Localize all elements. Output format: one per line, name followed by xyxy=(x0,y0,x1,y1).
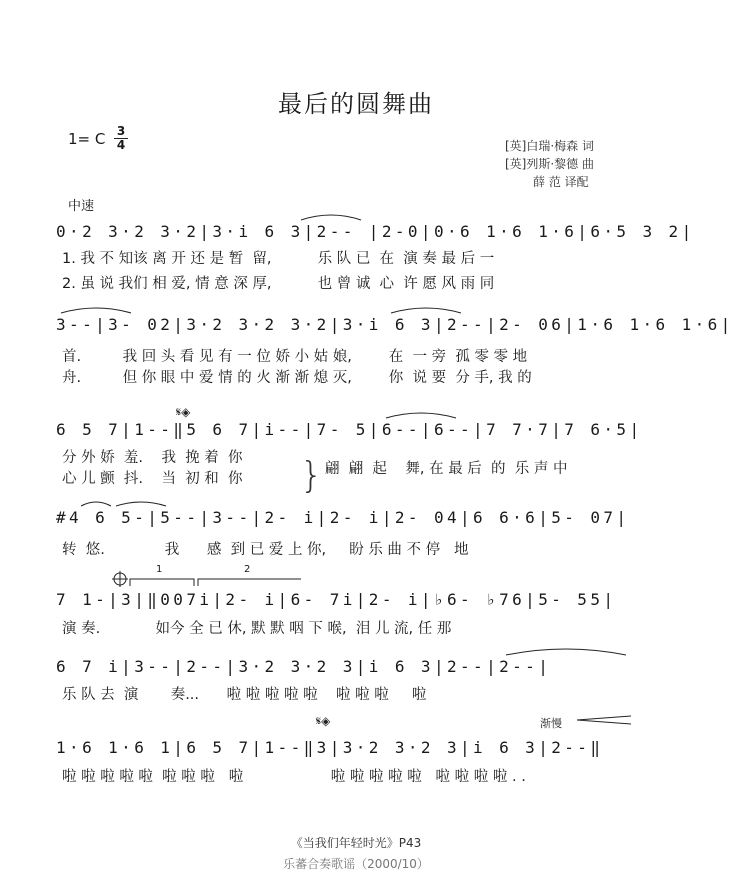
verse-brace: } xyxy=(300,455,323,496)
lyric-line-7: 啦 啦 啦 啦 啦 啦 啦 啦 啦 啦 啦 啦 啦 啦 啦 啦 啦 啦 . . xyxy=(62,769,526,785)
time-signature xyxy=(114,126,128,151)
segno-coda-marker-2: 𝄋◈ xyxy=(316,714,331,728)
source-reference: 《当我们年轻时光》P43 xyxy=(290,836,422,850)
time-signature-top: 3 xyxy=(116,124,126,138)
notes-line-1: 0·2 3·2 3·2|3·i 6 3|2-- |2-0|0·6 1·6 1·6|6·5 3 2| xyxy=(56,222,695,241)
music-line-3 xyxy=(56,420,648,444)
volta-2-label: 2 xyxy=(244,564,251,575)
notes-line-3: 6 5 7|1--‖5 6 7|i--|7- 5|6--|6--|7 7·7|7 6·5| xyxy=(56,420,643,439)
music-line-4 xyxy=(56,508,648,532)
segno-coda-marker-1: 𝄋◈ xyxy=(176,405,191,419)
notes-line-2: 3--|3- 02|3·2 3·2 3·2|3·i 6 3|2--|2- 06|1·6 1·6 1·6| xyxy=(56,315,734,334)
lyric-line-4: 转 悠. 我 感 到 已 爱 上 你, 盼 乐 曲 不 停 地 xyxy=(62,542,469,558)
lyric-line-5: 演 奏. 如今 全 已 休, 默 默 咽 下 喉, 泪 儿 流, 任 那 xyxy=(62,621,452,637)
time-signature-bottom: 4 xyxy=(116,138,126,152)
key-signature: 1= C xyxy=(68,130,106,148)
lyric-line-1-verse-2: 2. 虽 说 我们 相 爱, 情 意 深 厚, 也 曾 诚 心 许 愿 风 雨 同 xyxy=(62,276,495,292)
song-title: 最后的圆舞曲 xyxy=(278,90,434,118)
notes-line-7: 1·6 1·6 1|6 5 7|1--‖3|3·2 3·2 3|i 6 3|2--‖ xyxy=(56,738,604,757)
lyric-line-2-verse-1: 首. 我 回 头 看 见 有 一 位 娇 小 姑 娘, 在 一 旁 孤 零 零 地 xyxy=(62,349,528,365)
decrescendo-hairpin xyxy=(575,714,635,726)
notes-line-6: 6 7 i|3--|2--|3·2 3·2 3|i 6 3|2--|2--| xyxy=(56,657,552,676)
credits-block xyxy=(505,137,594,191)
lyric-line-1-verse-1: 1. 我 不 知该 离 开 还 是 暂 留, 乐 队 已 在 演 奏 最 后 一 xyxy=(62,251,495,267)
notes-line-4: #4 6 5-|5--|3--|2- i|2- i|2- 04|6 6·6|5- 07| xyxy=(56,508,630,527)
lyric-line-3-verse-1: 分 外 娇 羞. 我 挽 着 你 xyxy=(62,450,243,466)
lyric-line-3-verse-2: 心 儿 颤 抖. 当 初 和 你 xyxy=(62,471,243,487)
lyric-line-2-verse-2: 舟. 但 你 眼 中 爱 情 的 火 渐 渐 熄 灭, 你 说 要 分 手, 我 的 xyxy=(62,370,532,386)
composer-credit: [英]列斯·黎德 曲 xyxy=(505,157,594,171)
lyric-line-3-shared: 翩 翩 起 舞, 在 最 后 的 乐 声 中 xyxy=(325,461,568,477)
notes-line-5: 7 1-|3|‖007i|2- i|6- 7i|2- i|♭6- ♭76|5- 55| xyxy=(56,590,617,609)
ritardando-marking: 渐慢 xyxy=(540,717,562,730)
lyric-line-6: 乐 队 去 演 奏... 啦 啦 啦 啦 啦 啦 啦 啦 啦 xyxy=(62,687,427,703)
music-line-6 xyxy=(56,657,648,681)
music-line-2 xyxy=(56,315,734,339)
source-reference-2: 乐蕃合奏歌谣（2000/10） xyxy=(283,857,429,871)
translator-credit: 薛 范 译配 xyxy=(533,175,589,189)
music-line-5 xyxy=(56,564,648,614)
lyricist-credit: [英]白瑞·梅森 词 xyxy=(505,139,594,153)
music-line-7 xyxy=(56,738,648,762)
music-line-1 xyxy=(56,222,695,246)
tempo-marking: 中速 xyxy=(68,199,95,214)
volta-1-label: 1 xyxy=(156,564,163,575)
